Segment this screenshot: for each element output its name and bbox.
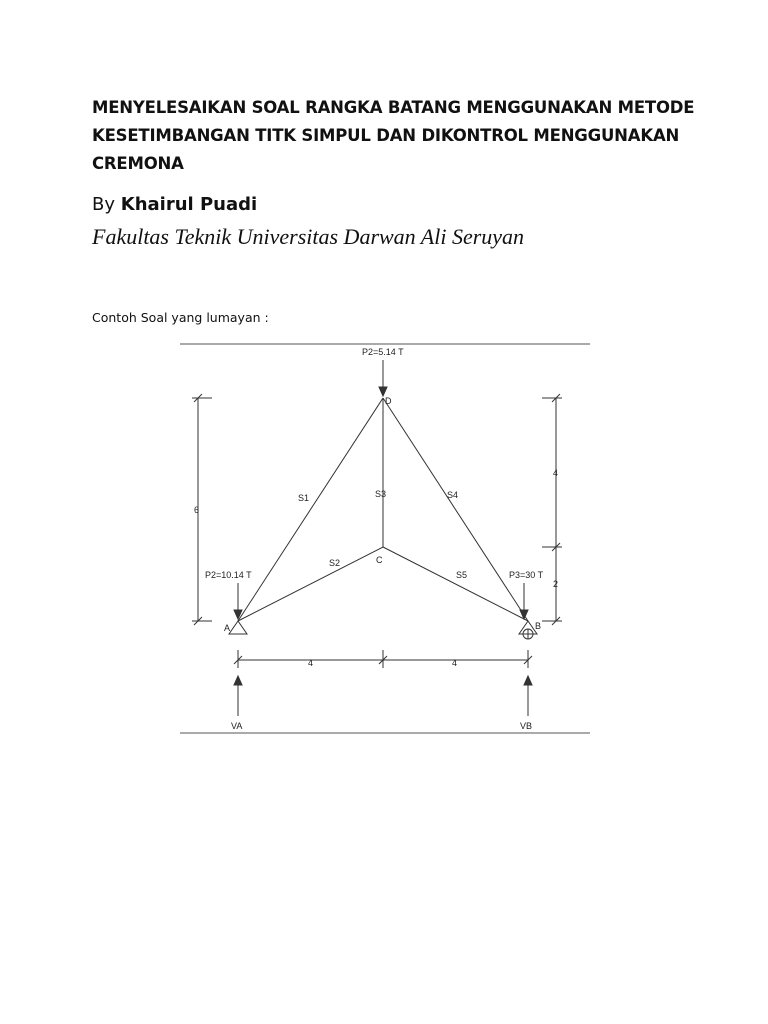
author-name: Khairul Puadi	[120, 194, 258, 215]
roller-circle-icon	[523, 629, 533, 639]
title-line-2: KESETIMBANGAN TITK SIMPUL DAN DIKONTROL MENGGUNAKAN	[92, 126, 680, 145]
member-s2-line	[238, 547, 383, 621]
reaction-label-va: VA	[231, 721, 243, 731]
example-caption: Contoh Soal yang lumayan :	[92, 310, 269, 325]
title-line-1: MENYELESAIKAN SOAL RANGKA BATANG MENGGUNAKAN METODE	[92, 98, 695, 117]
reaction-label-vb: VB	[520, 721, 533, 731]
load-label-right: P3=30 T	[509, 570, 544, 580]
by-label: By	[92, 194, 116, 215]
member-label-s3: S3	[375, 489, 387, 499]
node-label-a: A	[224, 623, 231, 633]
title-line-3: CREMONA	[92, 154, 184, 173]
member-label-s4: S4	[447, 490, 459, 500]
dimension-right	[542, 394, 562, 625]
member-s5-line	[383, 547, 528, 621]
member-s1-line	[238, 398, 383, 621]
affiliation: Fakultas Teknik Universitas Darwan Ali Seruyan	[92, 224, 525, 249]
member-label-s2: S2	[329, 558, 341, 568]
pin-support-a	[229, 621, 247, 634]
member-label-s5: S5	[456, 570, 468, 580]
dim-label-span-right: 4	[452, 658, 458, 668]
load-label-left: P2=10.14 T	[205, 570, 252, 580]
node-label-d: D	[385, 396, 392, 406]
node-label-b: B	[535, 621, 542, 631]
member-label-s1: S1	[298, 493, 310, 503]
member-s4-line	[383, 398, 528, 621]
dimension-bottom	[234, 650, 532, 668]
dim-label-lower-right: 2	[553, 579, 559, 589]
node-label-c: C	[376, 555, 383, 565]
dim-label-upper-right: 4	[553, 468, 559, 478]
load-label-top: P2=5.14 T	[362, 347, 404, 357]
dim-label-left: 6	[194, 505, 200, 515]
dim-label-span-left: 4	[308, 658, 314, 668]
